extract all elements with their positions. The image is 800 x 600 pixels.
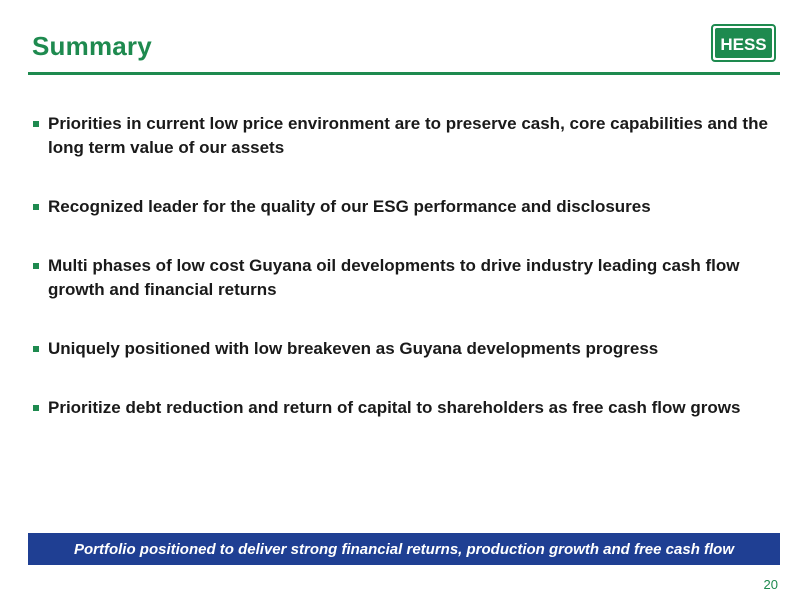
bullet-item [28, 396, 788, 420]
bullet-item [28, 337, 788, 361]
bullet-text: Multi phases of low cost Guyana oil developments to drive industry leading cash flow growth and financial returns [48, 256, 740, 299]
banner-text: Portfolio positioned to deliver strong financial returns, production growth and free cash flow [73, 540, 735, 558]
square-bullet-icon [33, 405, 39, 411]
bullet-item [28, 254, 788, 302]
logo-text: HESS [720, 35, 767, 54]
square-bullet-icon [33, 263, 39, 269]
square-bullet-icon [33, 121, 39, 127]
bullet-list [28, 112, 788, 455]
bullet-item [28, 195, 788, 219]
title-divider [28, 72, 780, 75]
page-number: 20 [763, 577, 778, 592]
slide-title: Summary [32, 31, 152, 61]
square-bullet-icon [33, 204, 39, 210]
square-bullet-icon [33, 346, 39, 352]
bullet-item [28, 112, 788, 160]
bullet-text: Uniquely positioned with low breakeven as Guyana developments progress [48, 339, 659, 358]
hess-logo [711, 24, 776, 62]
bullet-text: Prioritize debt reduction and return of capital to shareholders as free cash flow grows [48, 398, 741, 417]
bullet-text: Recognized leader for the quality of our ESG performance and disclosures [48, 197, 651, 216]
summary-banner [28, 533, 780, 565]
bullet-text: Priorities in current low price environment are to preserve cash, core capabilities and the long term value of our assets [48, 114, 768, 157]
